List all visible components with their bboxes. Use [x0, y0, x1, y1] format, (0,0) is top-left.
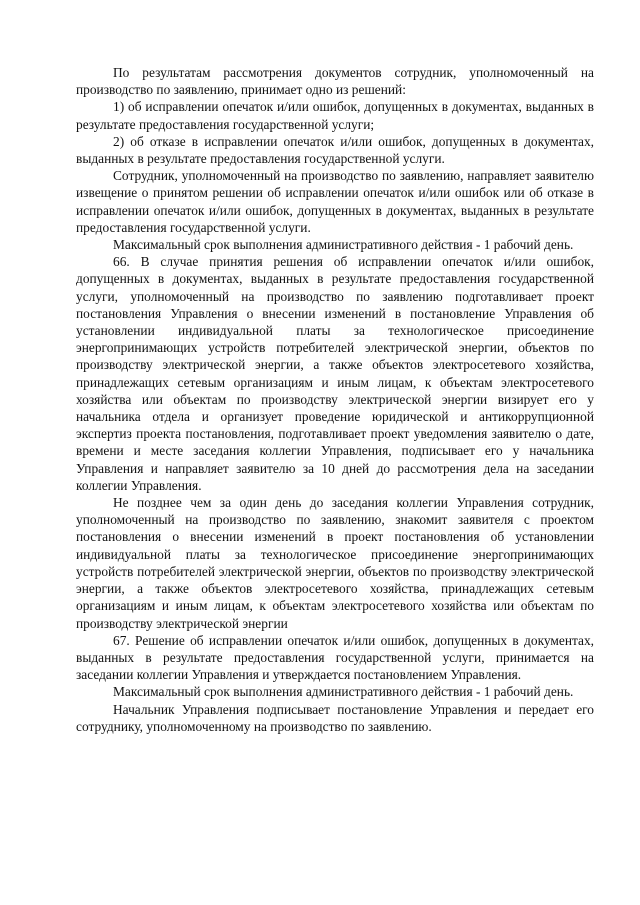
paragraph-item-67: 67. Решение об исправлении опечаток и/или ошибок, допущенных в документах, выданных в результате предоставления государственной услуги, принимается на заседании коллегии Управления и утверждается постановлением Управления.	[76, 632, 594, 683]
paragraph-max-term-2: Максимальный срок выполнения административного действия - 1 рабочий день.	[113, 684, 574, 700]
paragraph-max-term: Максимальный срок выполнения административного действия - 1 рабочий день.	[113, 237, 574, 253]
paragraph-signing: Начальник Управления подписывает постановление Управления и передает его сотруднику, уполномоченному на производство по заявлению.	[76, 701, 594, 734]
paragraph-notice-to-applicant: Сотрудник, уполномоченный на производство по заявлению, направляет заявителю извещение о принятом решении об исправлении опечаток и/или ошибок или об отказе в исправлении опечаток и/или ошибок, допущенных в документах, выданных в результате предоставления государственной услуги.	[76, 168, 594, 235]
paragraph-decision-correct: 1) об исправлении опечаток и/или ошибок, допущенных в документах, выданных в результате предоставления государственной услуги;	[76, 99, 594, 132]
paragraph-item-66: 66. В случае принятия решения об исправлении опечаток и/или ошибок, допущенных в документах, выданных в результате предоставления государственной услуги, уполномоченный на производство по заявлению подготавливает проект постановления Управления о внесении изменений в постановление Управления об установлении индивидуальной платы за технологическое присоединение энергопринимающих устройств потребителей электрической энергии, объектов по производству электрической энергии, а также объектов электросетевого хозяйства, принадлежащих сетевым организациям и иным лицам, к объектам электросетевого хозяйства или объектам по производству электрической энергии визирует его у начальника отдела и организует проведение юридической и антикоррупционной экспертиз проекта постановления, подготавливает проект уведомления заявителю о дате, времени и месте заседания коллегии Управления, подписывает его у начальника Управления и направляет заявителю за 10 дней до рассмотрения дела на заседании коллегии Управления.	[76, 254, 594, 493]
paragraph-review-decisions: По результатам рассмотрения документов сотрудник, уполномоченный на производство по заявлению, принимает одно из решений:	[76, 65, 594, 98]
paragraph-decision-refuse: 2) об отказе в исправлении опечаток и/или ошибок, допущенных в документах, выданных в результате предоставления государственной услуги.	[76, 133, 594, 167]
paragraph-familiarization: Не позднее чем за один день до заседания коллегии Управления сотрудник, уполномоченный на производство по заявлению, знакомит заявителя с проектом постановления о внесении изменений в проект постановления об установлении индивидуальной платы за технологическое присоединение энергопринимающих устройств потребителей электрической энергии, объектов по производству электрической энергии, а также объектов электросетевого хозяйства, принадлежащих сетевым организациям и иным лицам, к объектам электросетевого хозяйства или объектам по производству электрической энергии	[76, 495, 594, 631]
document-page	[76, 64, 594, 735]
